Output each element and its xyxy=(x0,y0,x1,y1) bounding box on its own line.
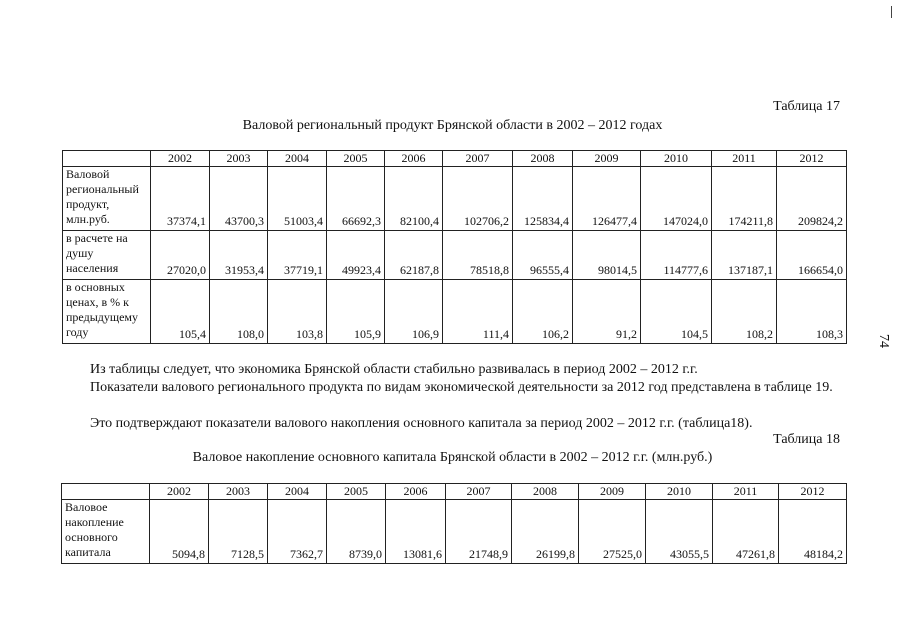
table-cell: 91,2 xyxy=(573,280,641,344)
header-year: 2011 xyxy=(713,484,779,500)
header-year: 2009 xyxy=(573,151,641,167)
header-year: 2002 xyxy=(150,484,209,500)
table-cell: 125834,4 xyxy=(513,167,573,231)
table-cell: 37374,1 xyxy=(151,167,210,231)
table-cell: 104,5 xyxy=(641,280,712,344)
header-year: 2010 xyxy=(641,151,712,167)
scan-edge-mark xyxy=(891,6,892,18)
table-cell: 13081,6 xyxy=(386,500,446,564)
table-cell: 166654,0 xyxy=(777,231,847,280)
table-cell: 37719,1 xyxy=(268,231,327,280)
row-label: Валовой региональный продукт, млн.руб. xyxy=(63,167,151,231)
table-cell: 47261,8 xyxy=(713,500,779,564)
header-year: 2008 xyxy=(513,151,573,167)
header-year: 2012 xyxy=(779,484,847,500)
table-cell: 51003,4 xyxy=(268,167,327,231)
table17 xyxy=(62,150,847,344)
table-cell: 43700,3 xyxy=(210,167,268,231)
table-cell: 126477,4 xyxy=(573,167,641,231)
page-number: 74 xyxy=(876,334,891,348)
row-label: Валовое накопление основного капитала xyxy=(62,500,150,564)
table-cell: 102706,2 xyxy=(443,167,513,231)
table-cell: 82100,4 xyxy=(385,167,443,231)
table-cell: 66692,3 xyxy=(327,167,385,231)
table-cell: 174211,8 xyxy=(712,167,777,231)
table-cell: 103,8 xyxy=(268,280,327,344)
header-year: 2003 xyxy=(209,484,268,500)
table-cell: 209824,2 xyxy=(777,167,847,231)
table-cell: 111,4 xyxy=(443,280,513,344)
paragraph-2: Показатели валового регионального продукта по видам экономической деятельности за 2012 год представлена в таблице 19. xyxy=(90,380,833,395)
table17-title: Валовой региональный продукт Брянской области в 2002 – 2012 годах xyxy=(242,118,663,133)
table-cell: 106,9 xyxy=(385,280,443,344)
header-year: 2002 xyxy=(151,151,210,167)
table-cell: 7128,5 xyxy=(209,500,268,564)
table-row xyxy=(63,231,847,280)
table-row xyxy=(63,167,847,231)
row-label: в расчете на душу населения xyxy=(63,231,151,280)
table18-label: Таблица 18 xyxy=(773,432,840,447)
table-cell: 78518,8 xyxy=(443,231,513,280)
table-cell: 108,2 xyxy=(712,280,777,344)
table-cell: 7362,7 xyxy=(268,500,327,564)
table-cell: 8739,0 xyxy=(327,500,386,564)
table-cell: 26199,8 xyxy=(512,500,579,564)
table-cell: 43055,5 xyxy=(646,500,713,564)
header-year: 2003 xyxy=(210,151,268,167)
table-cell: 137187,1 xyxy=(712,231,777,280)
header-corner-cell xyxy=(62,484,150,500)
table-cell: 49923,4 xyxy=(327,231,385,280)
table-cell: 5094,8 xyxy=(150,500,209,564)
header-year: 2006 xyxy=(385,151,443,167)
table-cell: 105,9 xyxy=(327,280,385,344)
table-cell: 21748,9 xyxy=(446,500,512,564)
table-cell: 62187,8 xyxy=(385,231,443,280)
header-year: 2004 xyxy=(268,484,327,500)
header-year: 2004 xyxy=(268,151,327,167)
header-year: 2007 xyxy=(443,151,513,167)
row-label: в основных ценах, в % к предыдущему году xyxy=(63,280,151,344)
table-cell: 27020,0 xyxy=(151,231,210,280)
table17-label: Таблица 17 xyxy=(773,99,840,114)
header-year: 2007 xyxy=(446,484,512,500)
paragraph-3: Это подтверждают показатели валового накопления основного капитала за период 2002 – 2012 г.г. (таблица18). xyxy=(90,416,753,431)
header-corner-cell xyxy=(63,151,151,167)
table-header-row xyxy=(63,151,847,167)
table-cell: 96555,4 xyxy=(513,231,573,280)
header-year: 2009 xyxy=(579,484,646,500)
table-cell: 98014,5 xyxy=(573,231,641,280)
table-cell: 108,3 xyxy=(777,280,847,344)
table-cell: 147024,0 xyxy=(641,167,712,231)
table-cell: 108,0 xyxy=(210,280,268,344)
header-year: 2010 xyxy=(646,484,713,500)
header-year: 2005 xyxy=(327,484,386,500)
table-row xyxy=(63,280,847,344)
header-year: 2008 xyxy=(512,484,579,500)
header-year: 2005 xyxy=(327,151,385,167)
table-cell: 27525,0 xyxy=(579,500,646,564)
header-year: 2012 xyxy=(777,151,847,167)
table-cell: 31953,4 xyxy=(210,231,268,280)
table-header-row xyxy=(62,484,847,500)
table-row xyxy=(62,500,847,564)
header-year: 2006 xyxy=(386,484,446,500)
table18-title: Валовое накопление основного капитала Брянской области в 2002 – 2012 г.г. (млн.руб.) xyxy=(192,450,713,465)
table-cell: 114777,6 xyxy=(641,231,712,280)
header-year: 2011 xyxy=(712,151,777,167)
paragraph-1: Из таблицы следует, что экономика Брянской области стабильно развивалась в период 2002 – 2012 г.г. xyxy=(90,362,698,377)
table-cell: 106,2 xyxy=(513,280,573,344)
table18 xyxy=(61,483,847,564)
table-cell: 105,4 xyxy=(151,280,210,344)
table-cell: 48184,2 xyxy=(779,500,847,564)
